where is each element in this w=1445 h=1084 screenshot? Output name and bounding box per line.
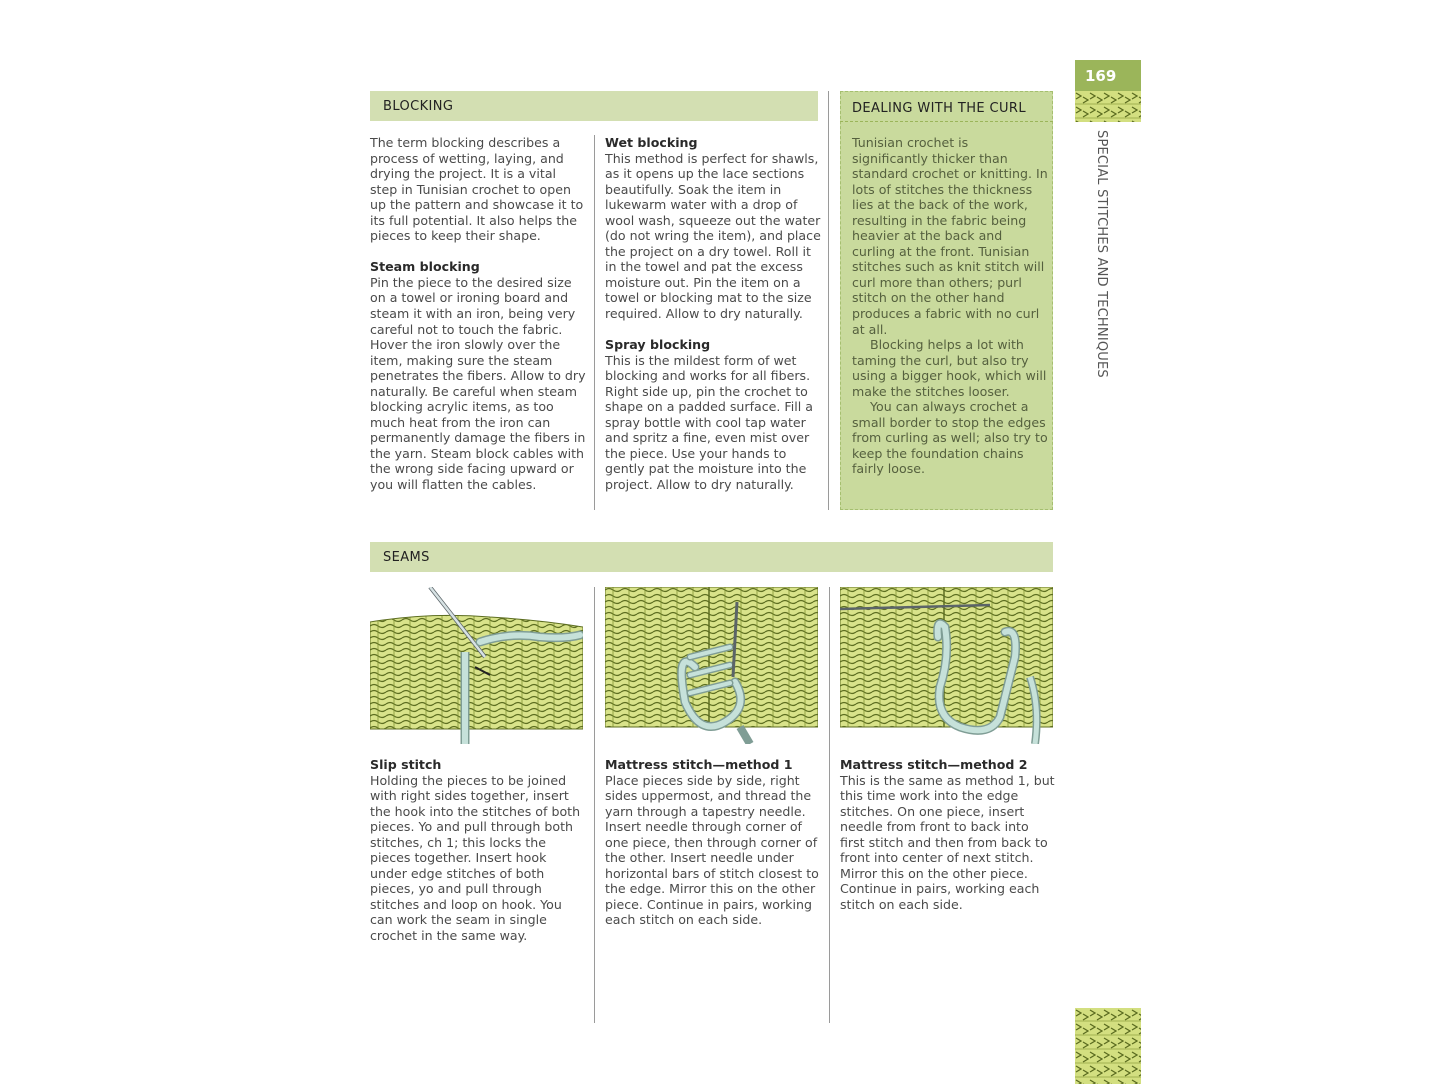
curl-paragraph-1: Tunisian crochet is significantly thicker than standard crochet or knitting. In lots of stitches the thickness lies at the back of the work, resulting in the fabric being heavier at the back and curling at the front. Tunisian stitches such as knit stitch will curl more than others; purl stitch on the other hand produces a fabric with no curl at all. xyxy=(852,135,1048,337)
spray-blocking-text: This is the mildest form of wet blocking and works for all fibers. Right side up, pin the crochet to shape on a padded surface. Fill a spray bottle with cool tap water and spritz a fine, even mist over the piece. Use your hands to gently pat the moisture into the project. Allow to dry naturally. xyxy=(605,352,813,492)
seam-item-slip-stitch xyxy=(370,757,586,944)
seam-text: Holding the pieces to be joined with right sides together, insert the hook into the stitches of both pieces. Yo and pull through both stitches, ch 1; this locks the pieces together. Insert hook under edge stitches of both pieces, yo and pull through stitches and loop on hook. You can work the seam in single crochet in the same way. xyxy=(370,772,581,944)
curl-text xyxy=(852,135,1048,477)
curl-paragraph-3: You can always crochet a small border to stop the edges from curling as well; also try to keep the foundation chains fairly loose. xyxy=(852,399,1048,477)
mattress-stitch-2-illustration xyxy=(840,587,1053,744)
steam-blocking-title: Steam blocking xyxy=(370,259,480,275)
blocking-column-1 xyxy=(370,135,586,493)
steam-blocking-text: Pin the piece to the desired size on a towel or ironing board and steam it with an iron, being very careful not to touch the fabric. Hover the iron slowly over the item, making sure the steam penetrates the fibers. Allow to dry naturally. Be careful when steam blocking acrylic items, as too much heat from the iron can permanently damage the fibers in the yarn. Steam block cables with the wrong side facing upward or you will flatten the cables. xyxy=(370,274,586,492)
seam-title: Mattress stitch—method 1 xyxy=(605,757,793,772)
seam-item-mattress-2 xyxy=(840,757,1056,912)
column-divider xyxy=(594,587,595,1023)
column-divider xyxy=(594,135,595,510)
blocking-intro: The term blocking describes a process of wetting, laying, and drying the project. It is a vital step in Tunisian crochet to open up the pattern and showcase it to its full potential. It also helps the pieces to keep their shape. xyxy=(370,135,584,244)
slip-stitch-illustration xyxy=(370,587,583,744)
seams-heading: SEAMS xyxy=(370,542,1053,572)
section-title: SPECIAL STITCHES AND TECHNIQUES xyxy=(1094,130,1109,378)
wet-blocking-text: This method is perfect for shawls, as it opens up the lace sections beautifully. Soak the item in lukewarm water with a drop of wool wash, squeeze out the water (do not wring the item), and place the project on a dry towel. Roll it in the towel and pat the excess moisture out. Pin the item on a towel or blocking mat to the size required. Allow to dry naturally. xyxy=(605,150,821,322)
knit-swatch-image xyxy=(1075,91,1141,122)
seam-title: Slip stitch xyxy=(370,757,442,772)
curl-heading: DEALING WITH THE CURL xyxy=(840,92,1053,122)
curl-paragraph-2: Blocking helps a lot with taming the curl, but also try using a bigger hook, which will make the stitches looser. xyxy=(852,337,1047,399)
seam-text: This is the same as method 1, but this time work into the edge stitches. On one piece, insert needle from front to back into first stitch and then from back to front into center of next stitch. Mirror this on the other piece. Continue in pairs, working each stitch on each side. xyxy=(840,772,1055,912)
column-divider xyxy=(829,587,830,1023)
column-divider xyxy=(828,91,829,510)
seam-text: Place pieces side by side, right sides uppermost, and thread the yarn through a tapestry needle. Insert needle through corner of one piece, then through corner of the other. Insert needle under horizontal bars of stitch closest to the edge. Mirror this on the other piece. Continue in pairs, working each stitch on each side. xyxy=(605,772,819,928)
spray-blocking-title: Spray blocking xyxy=(605,337,711,353)
blocking-column-2 xyxy=(605,135,821,493)
seam-item-mattress-1 xyxy=(605,757,821,928)
blocking-heading: BLOCKING xyxy=(370,91,818,121)
page-number: 169 xyxy=(1075,60,1141,91)
seam-title: Mattress stitch—method 2 xyxy=(840,757,1028,772)
mattress-stitch-1-illustration xyxy=(605,587,818,744)
wet-blocking-title: Wet blocking xyxy=(605,135,698,150)
knit-swatch-image-bottom xyxy=(1075,1008,1141,1084)
